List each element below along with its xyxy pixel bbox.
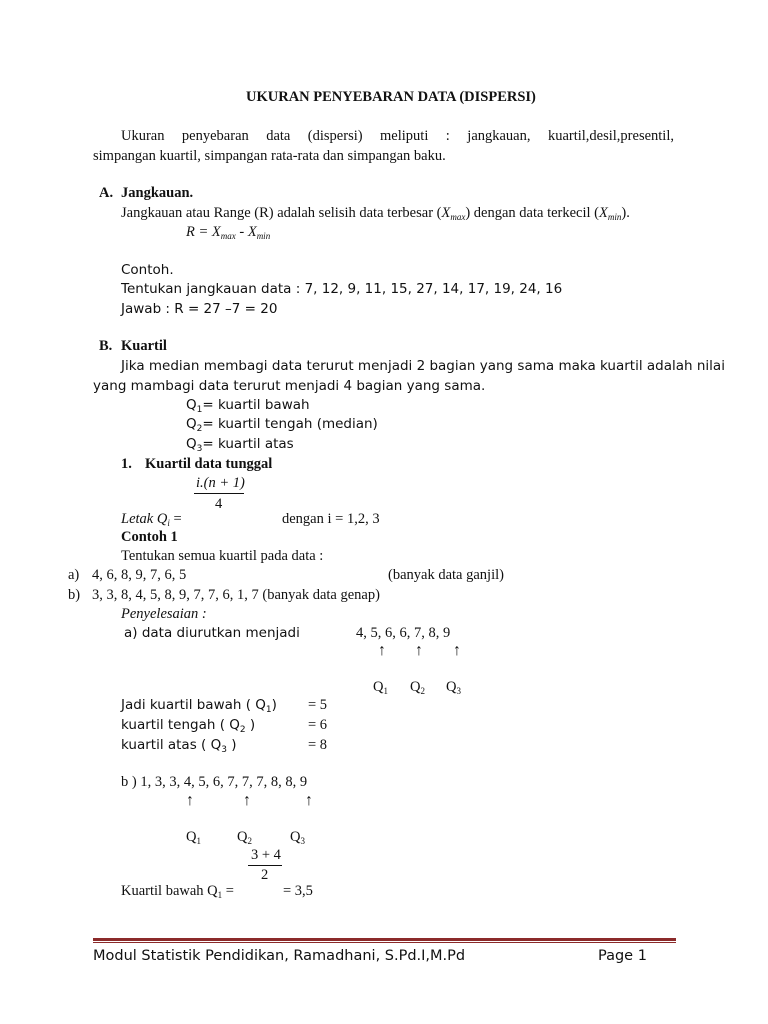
footer-left: Modul Statistik Pendidikan, Ramadhani, S.Pd.I,M.Pd bbox=[93, 948, 466, 964]
arrow-up-icon: ↑ bbox=[453, 642, 461, 659]
item-a-data: 4, 6, 8, 9, 7, 6, 5 bbox=[92, 567, 187, 583]
footer-divider-thin bbox=[93, 942, 676, 943]
item-a-note: (banyak data ganjil) bbox=[388, 567, 504, 583]
intro-line-2: simpangan kuartil, simpangan rata-rata dan simpangan baku. bbox=[93, 148, 446, 164]
subsection-1-label: 1. bbox=[121, 456, 132, 472]
b-sorted-values: b ) 1, 3, 3, 4, 5, 6, 7, 7, 7, 8, 8, 9 bbox=[121, 774, 308, 790]
dengan-text: dengan i = 1,2, 3 bbox=[282, 511, 380, 527]
subsection-1-heading: Kuartil data tunggal bbox=[145, 456, 273, 472]
b-q3-label: $Q_3$ bbox=[290, 829, 305, 846]
fraction-bar bbox=[194, 493, 244, 494]
arrow-up-icon: ↑ bbox=[305, 792, 313, 809]
arrow-up-icon: ↑ bbox=[243, 792, 251, 809]
b-q1-label: $Q_1$ bbox=[186, 829, 201, 846]
q3-definition: $Q_3=$ kuartil atas bbox=[186, 436, 294, 454]
section-a-heading: Jangkauan. bbox=[121, 185, 194, 201]
a-sorted-label: a) data diurutkan menjadi bbox=[124, 625, 300, 641]
a-q3-label: $Q_3$ bbox=[446, 679, 461, 696]
result-q1-value: = 5 bbox=[308, 697, 328, 713]
fraction-denominator: 4 bbox=[215, 496, 223, 512]
range-definition: Jangkauan atau Range (R) adalah selisih data terbesar $(X_{max})$ dengan data terkecil $(X_{min})$. bbox=[121, 205, 630, 222]
arrow-up-icon: ↑ bbox=[378, 642, 386, 659]
contoh-1-text: Tentukan semua kuartil pada data : bbox=[121, 548, 324, 564]
result-q2-value: = 6 bbox=[308, 717, 328, 733]
arrow-up-icon: ↑ bbox=[415, 642, 423, 659]
result-q2-label: kuartil tengah ( $Q_2$ ) bbox=[121, 717, 256, 735]
a-q1-label: $Q_1$ bbox=[373, 679, 388, 696]
contoh-label: Contoh. bbox=[121, 262, 174, 278]
a-q2-label: $Q_2$ bbox=[410, 679, 425, 696]
footer-divider bbox=[93, 938, 676, 941]
section-a-label: A. bbox=[99, 185, 114, 201]
b-q2-label: $Q_2$ bbox=[237, 829, 252, 846]
kuartil-bawah-value: = 3,5 bbox=[283, 883, 313, 899]
kuartil-para-line-1: Jika median membagi data terurut menjadi 2 bagian yang sama maka kuartil adalah nilai bbox=[121, 358, 725, 374]
a-sorted-values: 4, 5, 6, 6, 7, 8, 9 bbox=[356, 625, 451, 641]
fraction2-numerator: 3 + 4 bbox=[251, 847, 281, 863]
kuartil-bawah-line: Kuartil bawah $Q_1$ = bbox=[121, 883, 234, 900]
page-number: Page 1 bbox=[598, 948, 647, 964]
penyelesaian-label: Penyelesaian : bbox=[121, 606, 207, 622]
section-b-label: B. bbox=[99, 338, 113, 354]
contoh-text: Tentukan jangkauan data : 7, 12, 9, 11, 15, 27, 14, 17, 19, 24, 16 bbox=[121, 281, 563, 297]
result-q1-label: Jadi kuartil bawah ( $Q_1$) bbox=[121, 697, 277, 715]
section-b-heading: Kuartil bbox=[121, 338, 167, 354]
item-b-data: 3, 3, 8, 4, 5, 8, 9, 7, 7, 6, 1, 7 (banyak data genap) bbox=[92, 587, 380, 603]
result-q3-value: = 8 bbox=[308, 737, 328, 753]
item-b-label: b) bbox=[68, 587, 81, 603]
intro-line-1: Ukuran penyebaran data (dispersi) meliputi : jangkauan, kuartil,desil,presentil, bbox=[121, 128, 674, 144]
fraction2-denominator: 2 bbox=[261, 867, 269, 883]
fraction-numerator: i.(n + 1) bbox=[196, 475, 245, 491]
result-q3-label: kuartil atas ( $Q_3$ ) bbox=[121, 737, 237, 755]
contoh-1-heading: Contoh 1 bbox=[121, 529, 178, 545]
q2-definition: $Q_2=$ kuartil tengah (median) bbox=[186, 416, 378, 434]
kuartil-para-line-2: yang mambagi data terurut menjadi 4 bagian yang sama. bbox=[93, 378, 486, 394]
range-formula: $R = X_{max} - X_{min}$ bbox=[186, 224, 271, 241]
q1-definition: $Q_1=$ kuartil bawah bbox=[186, 397, 310, 415]
item-a-label: a) bbox=[68, 567, 80, 583]
jawab-text: Jawab : R = 27 –7 = 20 bbox=[121, 301, 278, 317]
letak-formula: Letak $Q_i$ = bbox=[121, 511, 182, 528]
arrow-up-icon: ↑ bbox=[186, 792, 194, 809]
page-title: UKURAN PENYEBARAN DATA (DISPERSI) bbox=[246, 89, 536, 105]
